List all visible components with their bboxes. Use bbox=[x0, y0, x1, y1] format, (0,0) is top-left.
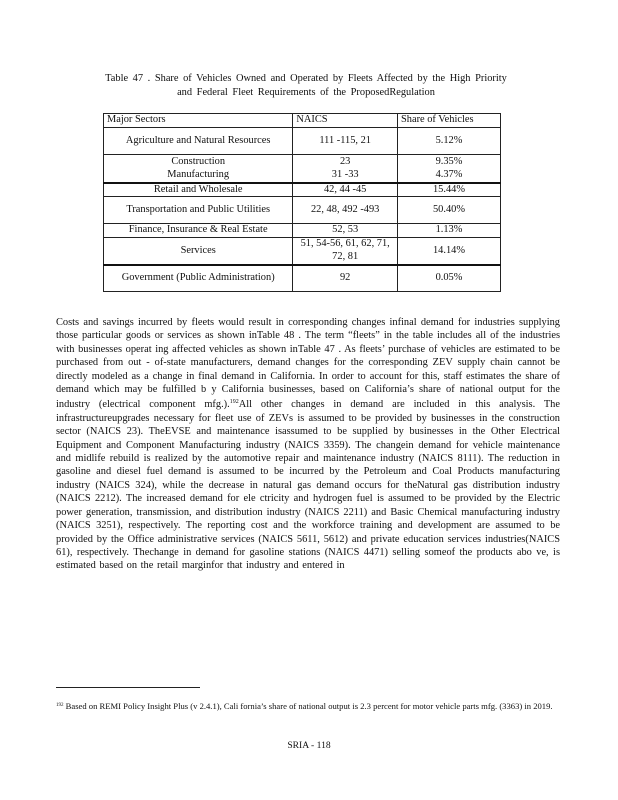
table-row bbox=[104, 238, 501, 265]
share-cell: 4.37% bbox=[397, 169, 500, 183]
sector-cell: Retail and Wholesale bbox=[104, 183, 293, 197]
footnote-reference: 192 bbox=[229, 399, 239, 406]
footnote-number: 192 bbox=[56, 703, 64, 708]
body-text-part-2: All other changes in demand are included in this analysis. The infrastructureupgrades necessary for fleet use of ZEVs is assumed to be provided by businesses in the construction sector (NAICS 23). TheEVSE and maintenance isassumed to be supplied by businesses in the Other Electrical Equipment and Component Manufacturing industry (NAICS 3359). The changein demand for vehicle maintenance and midlife rebuild is realized by the automotive repair and maintenance industry (NAICS 8111). The reduction in gasoline and diesel fuel demand is assumed to be incurred by the Petroleum and Coal Products manufacturing industry (NAICS 324), while the decrease in natural gas demand occurs for theNatural gas distribution industry (NAICS 2212). The increased demand for ele ctricity and hydrogen fuel is assumed to be provided by the Electric power generation, transmission, and distribution industry (NAICS 2211) and Basic Chemical manufacturing industry (NAICS 3251), respectively. The reporting cost and the workforce training and development are assumed to be provided by the Office administrative services (NAICS 5611, 5612) and private education services industries(NAICS 61), respectively. Thechange in demand for gasoline stations (NAICS 4471) selling someof the products abo ve, is estimated based on the retail marginfor that industry and entered in bbox=[56, 399, 560, 572]
body-paragraph bbox=[56, 316, 560, 573]
table-row bbox=[104, 128, 501, 155]
sector-cell: Finance, Insurance & Real Estate bbox=[104, 224, 293, 238]
share-cell: 0.05% bbox=[397, 265, 500, 292]
table-header-row bbox=[104, 114, 501, 128]
caption-line-1: Table 47 . Share of Vehicles Owned and Operated by Fleets Affected by the High Priority bbox=[105, 73, 507, 84]
footnote-text: Based on REMI Policy Insight Plus (v 2.4.1), Cali fornia’s share of national output is 2.3 percent for motor vehicle parts mfg. (3363) in 2019. bbox=[63, 701, 553, 711]
sector-cell: Government (Public Administration) bbox=[104, 265, 293, 292]
share-cell: 9.35% bbox=[397, 155, 500, 169]
naics-cell: 52, 53 bbox=[293, 224, 398, 238]
share-cell: 1.13% bbox=[397, 224, 500, 238]
naics-cell: 51, 54-56, 61, 62, 71, 72, 81 bbox=[293, 238, 398, 265]
naics-cell: 31 -33 bbox=[293, 169, 398, 183]
footnote-divider bbox=[56, 687, 200, 688]
share-cell: 14.14% bbox=[397, 238, 500, 265]
table-row bbox=[104, 169, 501, 183]
share-cell: 5.12% bbox=[397, 128, 500, 155]
footnote bbox=[56, 700, 560, 712]
vehicle-share-table bbox=[103, 113, 501, 292]
table-caption bbox=[56, 72, 556, 100]
caption-line-2: and Federal Fleet Requirements of the ProposedRegulation bbox=[177, 87, 435, 98]
header-major-sectors: Major Sectors bbox=[104, 114, 293, 128]
naics-cell: 42, 44 -45 bbox=[293, 183, 398, 197]
naics-cell: 23 bbox=[293, 155, 398, 169]
table-row bbox=[104, 183, 501, 197]
share-cell: 15.44% bbox=[397, 183, 500, 197]
table-row bbox=[104, 155, 501, 169]
naics-cell: 111 -115, 21 bbox=[293, 128, 398, 155]
sector-cell: Services bbox=[104, 238, 293, 265]
sector-cell: Construction bbox=[104, 155, 293, 169]
table-row bbox=[104, 265, 501, 292]
naics-cell: 22, 48, 492 -493 bbox=[293, 197, 398, 224]
table-row bbox=[104, 197, 501, 224]
naics-cell: 92 bbox=[293, 265, 398, 292]
page-number: SRIA - 118 bbox=[287, 740, 331, 751]
sector-cell: Transportation and Public Utilities bbox=[104, 197, 293, 224]
body-text-part-1: Costs and savings incurred by fleets would result in corresponding changes infinal demand for industries supplying those particular goods or services as shown inTable 48 . The term “fleets” in the table includes all of the industries with businesses operat ing affected vehicles as shown inTable 47 . As fleets’ purchase of vehicles are estimated to be purchased from out - of-state manufacturers, demand changes for the corresponding ZEV supply chain cannot be directly modeled as a change in final demand in California. In order to account for this, staff estimates the share of demand which may be fulfilled b y California businesses, based on California’s share of national output for the industry (electrical component mfg.). bbox=[56, 317, 560, 411]
header-share: Share of Vehicles bbox=[397, 114, 500, 128]
table-row bbox=[104, 224, 501, 238]
sector-cell: Manufacturing bbox=[104, 169, 293, 183]
sector-cell: Agriculture and Natural Resources bbox=[104, 128, 293, 155]
share-cell: 50.40% bbox=[397, 197, 500, 224]
header-naics: NAICS bbox=[293, 114, 398, 128]
